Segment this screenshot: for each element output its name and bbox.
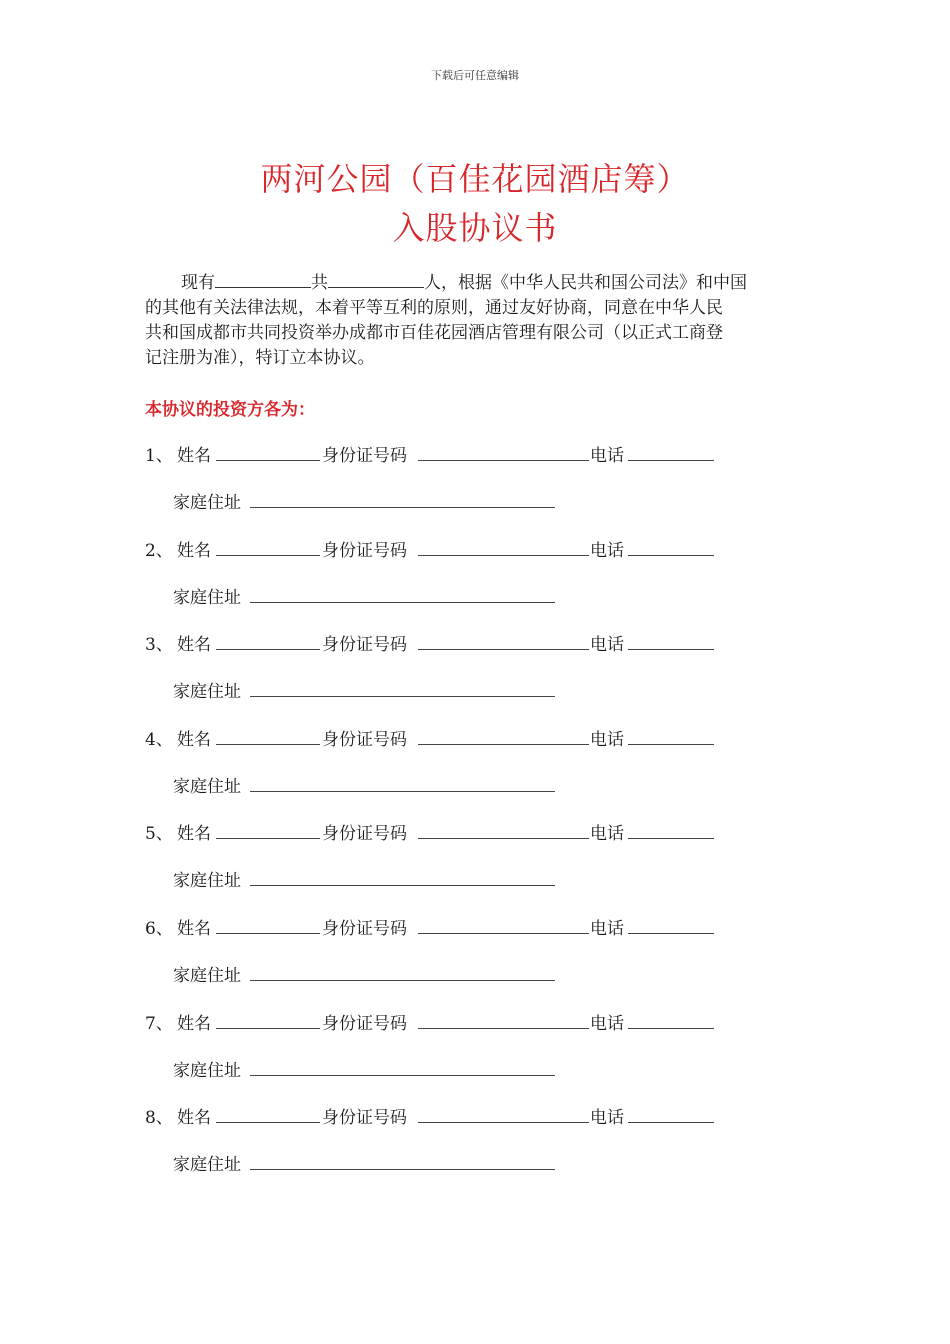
address-row bbox=[0, 488, 950, 512]
address-label: 家庭住址 bbox=[173, 1061, 241, 1081]
investor-number: 2、 bbox=[145, 541, 173, 561]
phone-label: 电话 bbox=[590, 541, 624, 561]
address-label: 家庭住址 bbox=[173, 493, 241, 513]
phone-label: 电话 bbox=[590, 1014, 624, 1034]
phone-label: 电话 bbox=[590, 635, 624, 655]
phone-label: 电话 bbox=[590, 824, 624, 844]
investor-row bbox=[0, 630, 950, 654]
address-field[interactable] bbox=[250, 696, 555, 697]
phone-field[interactable] bbox=[628, 1122, 714, 1123]
intro-text: 的其他有关法律法规，本着平等互利的原则，通过友好协商，同意在中华人民 bbox=[145, 298, 723, 318]
name-label: 姓名 bbox=[177, 1014, 211, 1034]
investor-row bbox=[0, 819, 950, 843]
name-field[interactable] bbox=[216, 933, 320, 934]
name-label: 姓名 bbox=[177, 919, 211, 939]
address-row bbox=[0, 1056, 950, 1080]
id-number-field[interactable] bbox=[418, 460, 589, 461]
address-row bbox=[0, 961, 950, 985]
name-label: 姓名 bbox=[177, 635, 211, 655]
intro-text: 共和国成都市共同投资举办成都市百佳花园酒店管理有限公司（以正式工商登 bbox=[145, 323, 723, 343]
phone-field[interactable] bbox=[628, 460, 714, 461]
id-number-label: 身份证号码 bbox=[322, 919, 407, 939]
phone-field[interactable] bbox=[628, 649, 714, 650]
address-label: 家庭住址 bbox=[173, 588, 241, 608]
id-number-label: 身份证号码 bbox=[322, 635, 407, 655]
phone-field[interactable] bbox=[628, 1028, 714, 1029]
name-field[interactable] bbox=[216, 838, 320, 839]
address-field[interactable] bbox=[250, 507, 555, 508]
phone-label: 电话 bbox=[590, 446, 624, 466]
id-number-field[interactable] bbox=[418, 649, 589, 650]
id-number-field[interactable] bbox=[418, 555, 589, 556]
address-row bbox=[0, 583, 950, 607]
intro-text: 人，根据《中华人民共和国公司法》和中国 bbox=[424, 273, 747, 293]
investor-row bbox=[0, 725, 950, 749]
intro-text: 共 bbox=[311, 273, 328, 293]
phone-field[interactable] bbox=[628, 838, 714, 839]
id-number-label: 身份证号码 bbox=[322, 446, 407, 466]
investor-row bbox=[0, 1009, 950, 1033]
name-label: 姓名 bbox=[177, 824, 211, 844]
address-row bbox=[0, 772, 950, 796]
investor-number: 5、 bbox=[145, 824, 173, 844]
phone-label: 电话 bbox=[590, 919, 624, 939]
name-label: 姓名 bbox=[177, 730, 211, 750]
blank-field[interactable] bbox=[328, 270, 424, 288]
intro-text: 现有 bbox=[181, 273, 215, 293]
investor-number: 4、 bbox=[145, 730, 173, 750]
name-field[interactable] bbox=[216, 744, 320, 745]
id-number-label: 身份证号码 bbox=[322, 730, 407, 750]
id-number-field[interactable] bbox=[418, 744, 589, 745]
investor-number: 6、 bbox=[145, 919, 173, 939]
address-row bbox=[0, 1150, 950, 1174]
intro-text: 记注册为准），特订立本协议。 bbox=[145, 348, 375, 368]
id-number-label: 身份证号码 bbox=[322, 541, 407, 561]
document-title-line2: 入股协议书 bbox=[392, 209, 558, 247]
section-heading: 本协议的投资方各为： bbox=[145, 400, 315, 420]
address-field[interactable] bbox=[250, 885, 555, 886]
investor-row bbox=[0, 441, 950, 465]
address-row bbox=[0, 866, 950, 890]
investor-number: 3、 bbox=[145, 635, 173, 655]
address-label: 家庭住址 bbox=[173, 682, 241, 702]
id-number-label: 身份证号码 bbox=[322, 1108, 407, 1128]
id-number-field[interactable] bbox=[418, 1122, 589, 1123]
investor-row bbox=[0, 914, 950, 938]
phone-field[interactable] bbox=[628, 744, 714, 745]
address-field[interactable] bbox=[250, 980, 555, 981]
id-number-label: 身份证号码 bbox=[322, 824, 407, 844]
investor-number: 8、 bbox=[145, 1108, 173, 1128]
blank-field[interactable] bbox=[215, 270, 311, 288]
name-field[interactable] bbox=[216, 460, 320, 461]
investor-row bbox=[0, 536, 950, 560]
address-field[interactable] bbox=[250, 1169, 555, 1170]
document-title-line1: 两河公园（百佳花园酒店筹） bbox=[260, 160, 690, 198]
investor-number: 7、 bbox=[145, 1014, 173, 1034]
phone-label: 电话 bbox=[590, 730, 624, 750]
investor-row bbox=[0, 1103, 950, 1127]
address-field[interactable] bbox=[250, 791, 555, 792]
investor-number: 1、 bbox=[145, 446, 173, 466]
intro-paragraph bbox=[145, 270, 797, 371]
id-number-label: 身份证号码 bbox=[322, 1014, 407, 1034]
address-row bbox=[0, 677, 950, 701]
phone-label: 电话 bbox=[590, 1108, 624, 1128]
address-field[interactable] bbox=[250, 1075, 555, 1076]
header-note: 下载后可任意编辑 bbox=[431, 69, 519, 82]
phone-field[interactable] bbox=[628, 555, 714, 556]
name-field[interactable] bbox=[216, 1028, 320, 1029]
name-field[interactable] bbox=[216, 649, 320, 650]
name-label: 姓名 bbox=[177, 541, 211, 561]
address-label: 家庭住址 bbox=[173, 966, 241, 986]
id-number-field[interactable] bbox=[418, 838, 589, 839]
address-field[interactable] bbox=[250, 602, 555, 603]
name-label: 姓名 bbox=[177, 446, 211, 466]
name-field[interactable] bbox=[216, 1122, 320, 1123]
phone-field[interactable] bbox=[628, 933, 714, 934]
id-number-field[interactable] bbox=[418, 933, 589, 934]
address-label: 家庭住址 bbox=[173, 777, 241, 797]
id-number-field[interactable] bbox=[418, 1028, 589, 1029]
address-label: 家庭住址 bbox=[173, 871, 241, 891]
name-label: 姓名 bbox=[177, 1108, 211, 1128]
name-field[interactable] bbox=[216, 555, 320, 556]
address-label: 家庭住址 bbox=[173, 1155, 241, 1175]
